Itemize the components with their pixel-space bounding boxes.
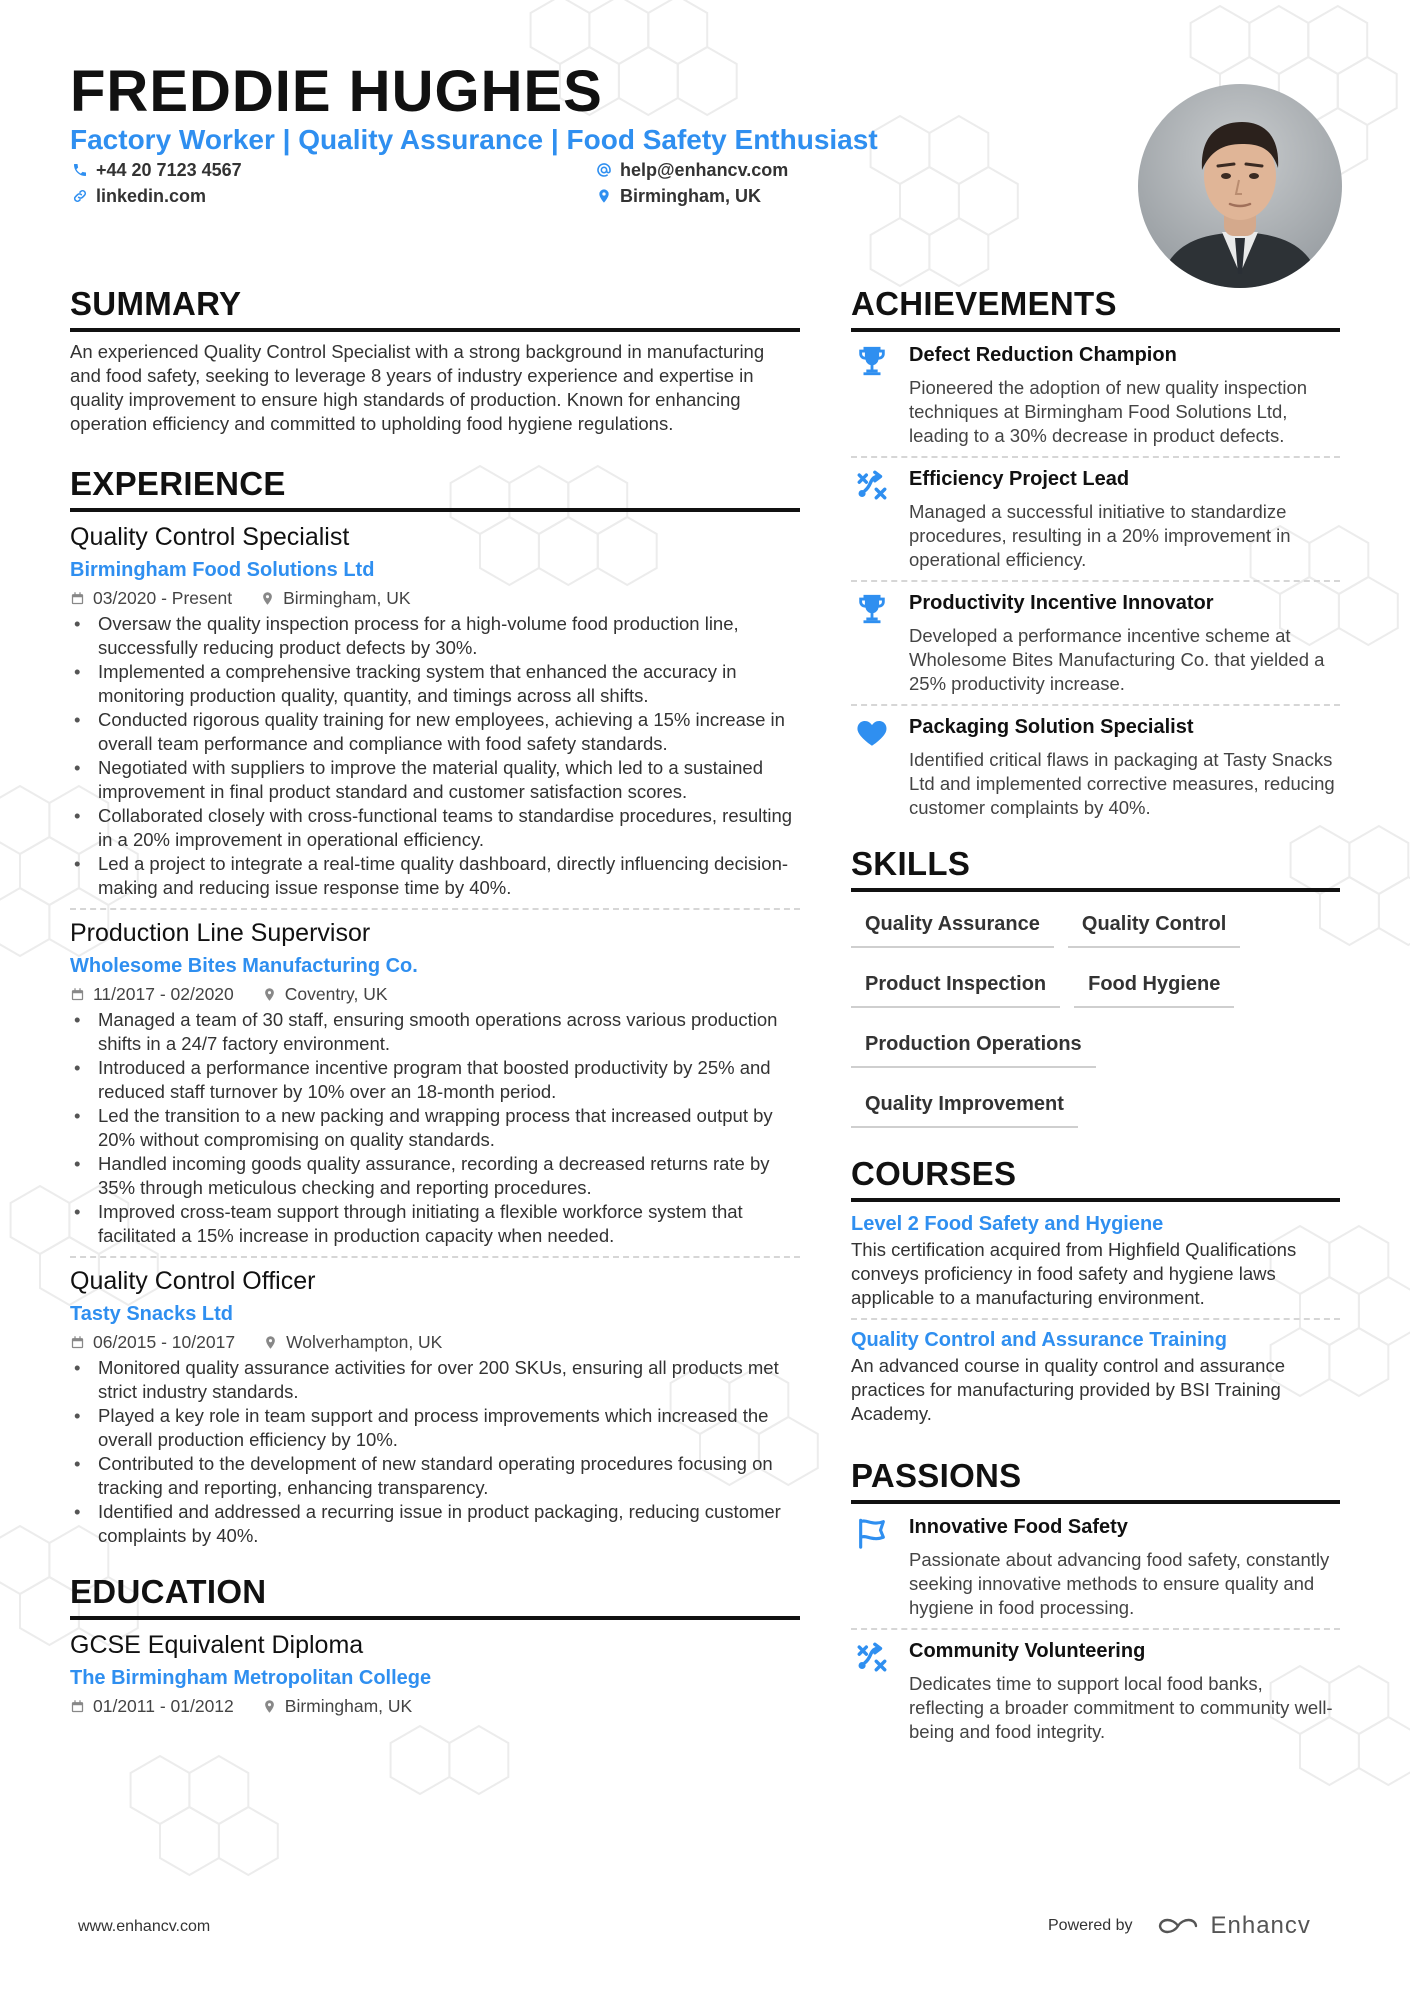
passions-section (851, 1454, 1340, 1744)
achievement-item (851, 464, 1340, 572)
skills-heading: SKILLS (851, 845, 971, 882)
passion-desc: Passionate about advancing food safety, constantly seeking innovative methods to ensure quality and hygiene in food processing. (909, 1549, 1330, 1618)
location-pin-icon (262, 1699, 277, 1714)
job-meta (70, 586, 800, 610)
phone-text: +44 20 7123 4567 (96, 160, 242, 180)
course-desc: An advanced course in quality control and assurance practices for manufacturing provided by BSI Training Academy. (851, 1355, 1285, 1424)
skill-tag: Product Inspection (851, 962, 1060, 1008)
achievement-desc: Developed a performance incentive scheme at Wholesome Bites Manufacturing Co. that yielded a 25% productivity increase. (909, 625, 1325, 694)
calendar-icon (70, 1699, 85, 1714)
achievement-desc: Pioneered the adoption of new quality inspection techniques at Birmingham Food Solutions Ltd, leading to a 30% decrease in product defects. (909, 377, 1308, 446)
entry-divider (70, 1256, 800, 1258)
job-meta (70, 982, 800, 1006)
passion-title: Community Volunteering (909, 1640, 1146, 1662)
job-bullet: • Contributed to the development of new standard operating procedures focusing on tracking and reporting, enhancing transparency. (70, 1452, 800, 1500)
job-bullet: • Handled incoming goods quality assurance, recording a decreased returns rate by 35% through meticulous checking and reporting procedures. (70, 1152, 800, 1200)
job-location: Coventry, UK (284, 984, 388, 1004)
job-bullet: • Monitored quality assurance activities for over 200 SKUs, ensuring all products met strict industry standards. (70, 1356, 800, 1404)
courses-section (851, 1152, 1340, 1426)
contact-email[interactable] (596, 158, 788, 182)
job-meta (70, 1330, 800, 1354)
achievement-desc: Identified critical flaws in packaging at Tasty Snacks Ltd and implemented corrective measures, reducing customer complaints by 40%. (909, 749, 1335, 818)
achievement-item (851, 588, 1340, 696)
job-bullet: • Managed a team of 30 staff, ensuring smooth operations across various production shifts in a 24/7 factory environment. (70, 1008, 800, 1056)
course-item (851, 1326, 1340, 1426)
job-dates: 11/2017 - 02/2020 (93, 984, 234, 1004)
passions-heading: PASSIONS (851, 1457, 1022, 1494)
skill-tag: Production Operations (851, 1022, 1096, 1068)
course-title: Quality Control and Assurance Training (851, 1329, 1227, 1351)
experience-heading: EXPERIENCE (70, 465, 286, 502)
job-bullets (70, 612, 800, 900)
entry-divider (851, 1628, 1340, 1630)
job-dates: 03/2020 - Present (93, 588, 233, 608)
calendar-icon (70, 1335, 85, 1350)
achievement-title: Defect Reduction Champion (909, 344, 1177, 366)
left-column (70, 282, 800, 1718)
section-rule (70, 508, 800, 512)
summary-section (70, 282, 800, 436)
job-title: Quality Control Officer (70, 1267, 316, 1295)
right-column (851, 282, 1340, 1744)
location-pin-icon (262, 987, 277, 1002)
at-icon (596, 162, 612, 178)
location-pin-icon (596, 188, 612, 204)
passion-desc: Dedicates time to support local food banks, reflecting a broader commitment to community well-being and food integrity. (909, 1673, 1333, 1742)
course-item (851, 1210, 1340, 1310)
job-bullet: • Collaborated closely with cross-functional teams to standardise procedures, resulting in a 20% improvement in operational efficiency. (70, 804, 800, 852)
company-name: Tasty Snacks Ltd (70, 1303, 234, 1325)
summary-heading: SUMMARY (70, 285, 242, 322)
profile-photo (1138, 84, 1342, 288)
section-rule (70, 1616, 800, 1620)
section-rule (851, 1198, 1340, 1202)
contact-linkedin[interactable] (72, 184, 206, 208)
experience-entry (70, 1264, 800, 1548)
route-icon (855, 468, 889, 502)
calendar-icon (70, 987, 85, 1002)
job-bullet: • Played a key role in team support and process improvements which increased the overall production efficiency by 10%. (70, 1404, 800, 1452)
trophy-icon (855, 592, 889, 626)
entry-divider (70, 908, 800, 910)
degree-title: GCSE Equivalent Diploma (70, 1631, 364, 1659)
section-rule (851, 328, 1340, 332)
achievement-title: Packaging Solution Specialist (909, 716, 1194, 738)
achievement-desc: Managed a successful initiative to standardize procedures, resulting in a 20% improvement in operational efficiency. (909, 501, 1291, 570)
job-bullet: • Improved cross-team support through initiating a flexible workforce system that facilitated a 15% increase in production capacity when needed. (70, 1200, 800, 1248)
experience-entry (70, 916, 800, 1248)
achievements-heading: ACHIEVEMENTS (851, 285, 1117, 322)
job-bullets (70, 1008, 800, 1248)
link-icon (72, 188, 88, 204)
location-pin-icon (260, 591, 275, 606)
passion-item (851, 1512, 1340, 1620)
passion-title: Innovative Food Safety (909, 1516, 1128, 1538)
skills-list (851, 902, 1340, 1128)
achievements-section (851, 282, 1340, 820)
location-pin-icon (263, 1335, 278, 1350)
job-bullet: • Conducted rigorous quality training for new employees, achieving a 15% increase in overall team performance and compliance with food safety standards. (70, 708, 800, 756)
route-icon (855, 1640, 889, 1674)
skill-tag: Quality Assurance (851, 902, 1054, 948)
candidate-headline: Factory Worker | Quality Assurance | Food Safety Enthusiast (70, 124, 878, 155)
job-bullet: • Negotiated with suppliers to improve the material quality, which led to a sustained improvement in final product standard and customer satisfaction scores. (70, 756, 800, 804)
powered-by-text: Powered by (1048, 1917, 1133, 1934)
achievement-item (851, 712, 1340, 820)
job-bullets (70, 1356, 800, 1548)
contact-phone[interactable] (72, 158, 242, 182)
summary-text: An experienced Quality Control Specialist with a strong background in manufacturing and food safety, seeking to leverage 8 years of industry experience and expertise in quality improvement to ensure high standards of production. Known for enhancing operation efficiency and committed to upholding food hygiene regulations. (70, 341, 765, 434)
job-bullet: • Identified and addressed a recurring issue in product packaging, reducing customer complaints by 40%. (70, 1500, 800, 1548)
phone-icon (72, 162, 88, 178)
job-location: Wolverhampton, UK (286, 1332, 443, 1352)
job-dates: 06/2015 - 10/2017 (93, 1332, 236, 1352)
section-rule (851, 1500, 1340, 1504)
calendar-icon (70, 591, 85, 606)
experience-entry (70, 520, 800, 900)
entry-divider (851, 704, 1340, 706)
education-dates: 01/2011 - 01/2012 (93, 1696, 234, 1716)
brand-name: Enhancv (1210, 1912, 1311, 1939)
location-text: Birmingham, UK (620, 186, 762, 206)
company-name: Birmingham Food Solutions Ltd (70, 559, 375, 581)
education-location: Birmingham, UK (284, 1696, 413, 1716)
course-desc: This certification acquired from Highfield Qualifications conveys proficiency in food safety and hygiene laws applicable to a manufacturing environment. (851, 1239, 1297, 1308)
job-bullet: • Led the transition to a new packing and wrapping process that increased output by 20% without compromising on quality standards. (70, 1104, 800, 1152)
skills-section (851, 842, 1340, 1128)
job-bullet: • Led a project to integrate a real-time quality dashboard, directly influencing decision-making and reducing issue response time by 40%. (70, 852, 800, 900)
school-name: The Birmingham Metropolitan College (70, 1667, 432, 1689)
heart-icon (855, 716, 889, 750)
courses-heading: COURSES (851, 1155, 1017, 1192)
linkedin-text: linkedin.com (96, 186, 207, 206)
achievement-title: Efficiency Project Lead (909, 468, 1130, 490)
trophy-icon (855, 344, 889, 378)
flag-icon (855, 1516, 889, 1550)
footer-website[interactable]: www.enhancv.com (78, 1918, 211, 1935)
skill-tag: Food Hygiene (1074, 962, 1234, 1008)
enhancv-logo[interactable] (1155, 1912, 1311, 1940)
achievement-item (851, 340, 1340, 448)
section-rule (851, 888, 1340, 892)
skill-tag: Quality Control (1068, 902, 1240, 948)
job-title: Production Line Supervisor (70, 919, 371, 947)
education-heading: EDUCATION (70, 1573, 267, 1610)
entry-divider (851, 456, 1340, 458)
job-title: Quality Control Specialist (70, 523, 350, 551)
contact-location (596, 184, 761, 208)
entry-divider (851, 580, 1340, 582)
footer-branding (1048, 1912, 1311, 1940)
company-name: Wholesome Bites Manufacturing Co. (70, 955, 418, 977)
section-rule (70, 328, 800, 332)
course-title: Level 2 Food Safety and Hygiene (851, 1213, 1164, 1235)
passion-item (851, 1636, 1340, 1744)
education-section (70, 1570, 800, 1718)
job-bullet: • Introduced a performance incentive program that boosted productivity by 25% and reduced staff turnover by 10% over an 18-month period. (70, 1056, 800, 1104)
education-meta (70, 1694, 800, 1718)
infinity-logo-icon (1155, 1914, 1201, 1938)
achievement-title: Productivity Incentive Innovator (909, 592, 1214, 614)
skill-tag: Quality Improvement (851, 1082, 1078, 1128)
job-bullet: • Oversaw the quality inspection process for a high-volume food production line, successfully reducing product defects by 30%. (70, 612, 800, 660)
entry-divider (851, 1318, 1340, 1320)
job-bullet: • Implemented a comprehensive tracking system that enhanced the accuracy in monitoring production quality, quantity, and timings across all shifts. (70, 660, 800, 708)
job-location: Birmingham, UK (283, 588, 411, 608)
candidate-name: FREDDIE HUGHES (70, 59, 603, 124)
email-text: help@enhancv.com (620, 160, 789, 180)
experience-section (70, 462, 800, 1548)
